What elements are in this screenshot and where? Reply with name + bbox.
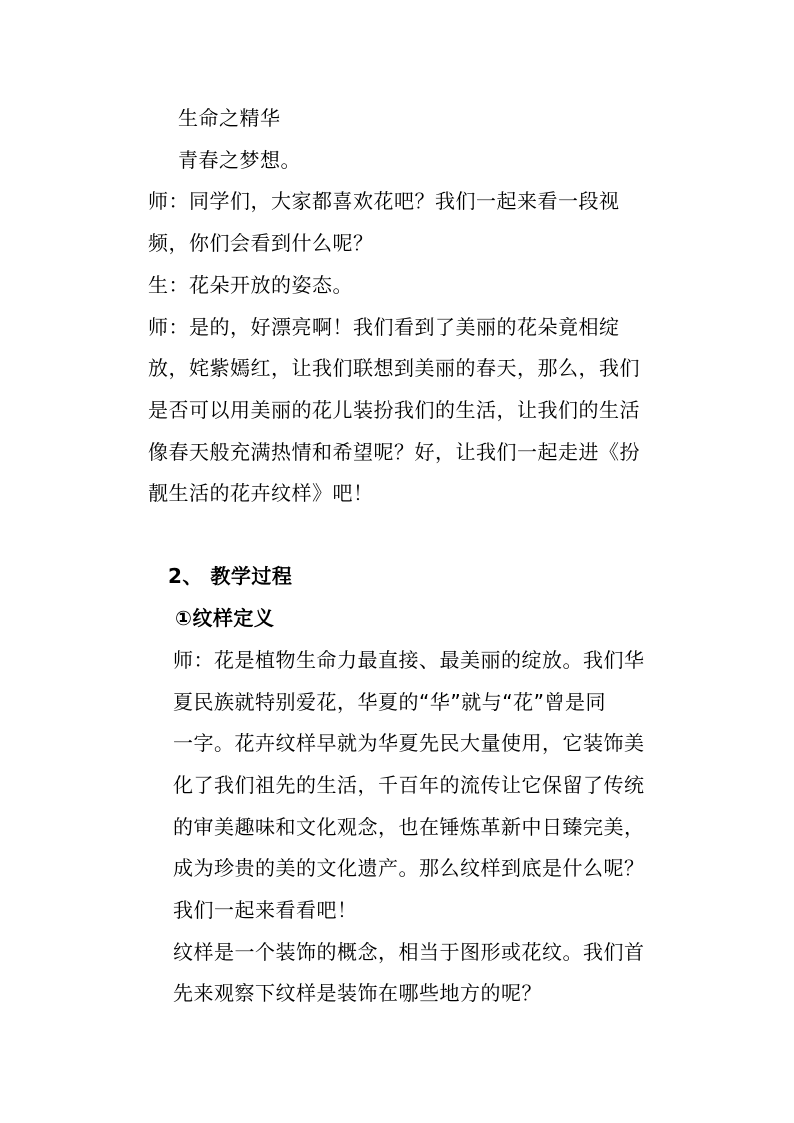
- section-heading: 2、 教学过程: [168, 564, 293, 588]
- subsection-heading: ①纹样定义: [175, 606, 275, 630]
- paragraph-1-line-6: 成为珍贵的美的文化遗产。那么纹样到底是什么呢？: [173, 856, 645, 880]
- teacher-dialogue-1-line-2: 频，你们会看到什么呢？: [148, 231, 374, 255]
- paragraph-1-line-1: 师：花是植物生命力最直接、最美丽的绽放。我们华: [173, 648, 645, 672]
- teacher-dialogue-1-line-1: 师：同学们，大家都喜欢花吧？我们一起来看一段视: [148, 189, 620, 213]
- paragraph-1-line-3: 一字。花卉纹样早就为华夏先民大量使用，它装饰美: [173, 731, 645, 755]
- student-dialogue-1: 生：花朵开放的姿态。: [148, 273, 353, 297]
- paragraph-1-line-5: 的审美趣味和文化观念，也在锤炼革新中日臻完美，: [173, 815, 645, 839]
- paragraph-1-line-7: 我们一起来看看吧！: [173, 898, 358, 922]
- paragraph-2-line-2: 先来观察下纹样是装饰在哪些地方的呢？: [173, 981, 542, 1005]
- paragraph-1-line-2: 夏民族就特别爱花，华夏的“华”就与“花”曾是同: [173, 690, 606, 714]
- poem-line-1: 生命之精华: [178, 106, 281, 130]
- poem-line-2: 青春之梦想。: [178, 148, 301, 172]
- paragraph-2-line-1: 纹样是一个装饰的概念，相当于图形或花纹。我们首: [173, 940, 645, 964]
- teacher-dialogue-2-line-4: 像春天般充满热情和希望呢？好，让我们一起走进《扮: [148, 440, 640, 464]
- paragraph-1-line-4: 化了我们祖先的生活，千百年的流传让它保留了传统: [173, 773, 645, 797]
- teacher-dialogue-2-line-5: 靓生活的花卉纹样》吧！: [148, 481, 374, 505]
- teacher-dialogue-2-line-3: 是否可以用美丽的花儿装扮我们的生活，让我们的生活: [148, 398, 640, 422]
- teacher-dialogue-2-line-1: 师：是的，好漂亮啊！我们看到了美丽的花朵竟相绽: [148, 315, 620, 339]
- teacher-dialogue-2-line-2: 放，姹紫嫣红，让我们联想到美丽的春天，那么，我们: [148, 356, 640, 380]
